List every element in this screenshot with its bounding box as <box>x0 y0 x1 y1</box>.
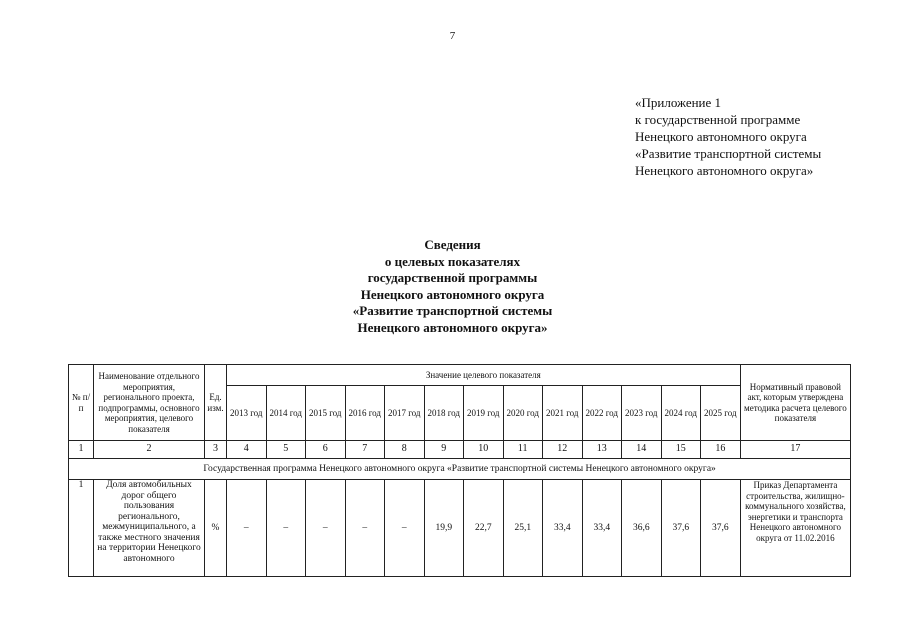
title-line: Ненецкого автономного округа» <box>357 319 548 335</box>
year-header: 2025 год <box>701 386 741 441</box>
indicator-value: 22,7 <box>464 480 504 577</box>
indicator-unit: % <box>205 480 227 577</box>
appendix-note <box>635 94 821 179</box>
row-number: 1 <box>69 480 94 577</box>
column-number: 1 <box>69 441 94 459</box>
indicator-value: 33,4 <box>582 480 622 577</box>
header-value: Значение целевого показателя <box>227 365 741 386</box>
indicator-value: 19,9 <box>424 480 464 577</box>
column-number: 2 <box>94 441 205 459</box>
year-header: 2021 год <box>543 386 583 441</box>
indicator-value: – <box>306 480 346 577</box>
column-number: 10 <box>464 441 504 459</box>
header-norm: Нормативный правовой акт, которым утверждена методика расчета целевого показателя <box>740 365 851 441</box>
indicator-value: 25,1 <box>503 480 543 577</box>
appendix-line: к государственной программе <box>635 112 801 127</box>
year-header: 2016 год <box>345 386 385 441</box>
indicator-norm-act: Приказ Департамента строительства, жилищно-коммунального хозяйства, энергетики и транспорта Ненецкого автономного округа от 11.02.2016 <box>740 480 851 577</box>
table-row <box>69 480 851 577</box>
document-title <box>0 237 905 337</box>
indicator-value: – <box>385 480 425 577</box>
year-header: 2018 год <box>424 386 464 441</box>
column-number: 4 <box>227 441 267 459</box>
header-row <box>69 365 851 386</box>
column-number: 7 <box>345 441 385 459</box>
appendix-line: Ненецкого автономного округа <box>635 129 807 144</box>
indicator-value: – <box>345 480 385 577</box>
column-number: 9 <box>424 441 464 459</box>
column-number: 15 <box>661 441 701 459</box>
title-line: о целевых показателях <box>384 253 521 269</box>
header-name: Наименование отдельного мероприятия, регионального проекта, подпрограммы, основного мероприятия, целевого показателя <box>94 365 205 441</box>
section-row <box>69 459 851 480</box>
indicators-table <box>68 364 851 577</box>
appendix-line: Ненецкого автономного округа» <box>635 163 814 178</box>
column-number: 11 <box>503 441 543 459</box>
column-number: 14 <box>622 441 662 459</box>
column-number: 12 <box>543 441 583 459</box>
title-line: «Развитие транспортной системы <box>352 303 553 319</box>
year-header: 2023 год <box>622 386 662 441</box>
header-unit: Ед. изм. <box>205 365 227 441</box>
page-number: 7 <box>449 30 456 42</box>
column-number: 6 <box>306 441 346 459</box>
section-title: Государственная программа Ненецкого автономного округа «Развитие транспортной системы Ненецкого автономного округа» <box>69 459 851 480</box>
indicator-value: – <box>227 480 267 577</box>
column-number: 8 <box>385 441 425 459</box>
appendix-line: «Развитие транспортной системы <box>635 146 822 161</box>
title-line: государственной программы <box>367 270 538 286</box>
column-number: 17 <box>740 441 851 459</box>
year-header: 2014 год <box>266 386 306 441</box>
year-header: 2024 год <box>661 386 701 441</box>
indicator-value: 33,4 <box>543 480 583 577</box>
appendix-line: «Приложение 1 <box>635 95 722 110</box>
indicator-value: – <box>266 480 306 577</box>
year-header: 2020 год <box>503 386 543 441</box>
title-line: Ненецкого автономного округа <box>360 286 545 302</box>
header-no: № п/п <box>69 365 94 441</box>
column-number: 3 <box>205 441 227 459</box>
indicator-value: 37,6 <box>661 480 701 577</box>
column-number: 16 <box>701 441 741 459</box>
year-header: 2022 год <box>582 386 622 441</box>
column-number: 13 <box>582 441 622 459</box>
year-header: 2015 год <box>306 386 346 441</box>
indicator-value: 36,6 <box>622 480 662 577</box>
year-header: 2017 год <box>385 386 425 441</box>
year-header: 2019 год <box>464 386 504 441</box>
title-line: Сведения <box>424 237 481 252</box>
column-number: 5 <box>266 441 306 459</box>
year-header: 2013 год <box>227 386 267 441</box>
column-number-row <box>69 441 851 459</box>
indicator-name: Доля автомобильных дорог общего пользования регионального, межмуниципального, а также местного значения на территории Ненецкого автономного <box>94 480 205 577</box>
indicator-value: 37,6 <box>701 480 741 577</box>
